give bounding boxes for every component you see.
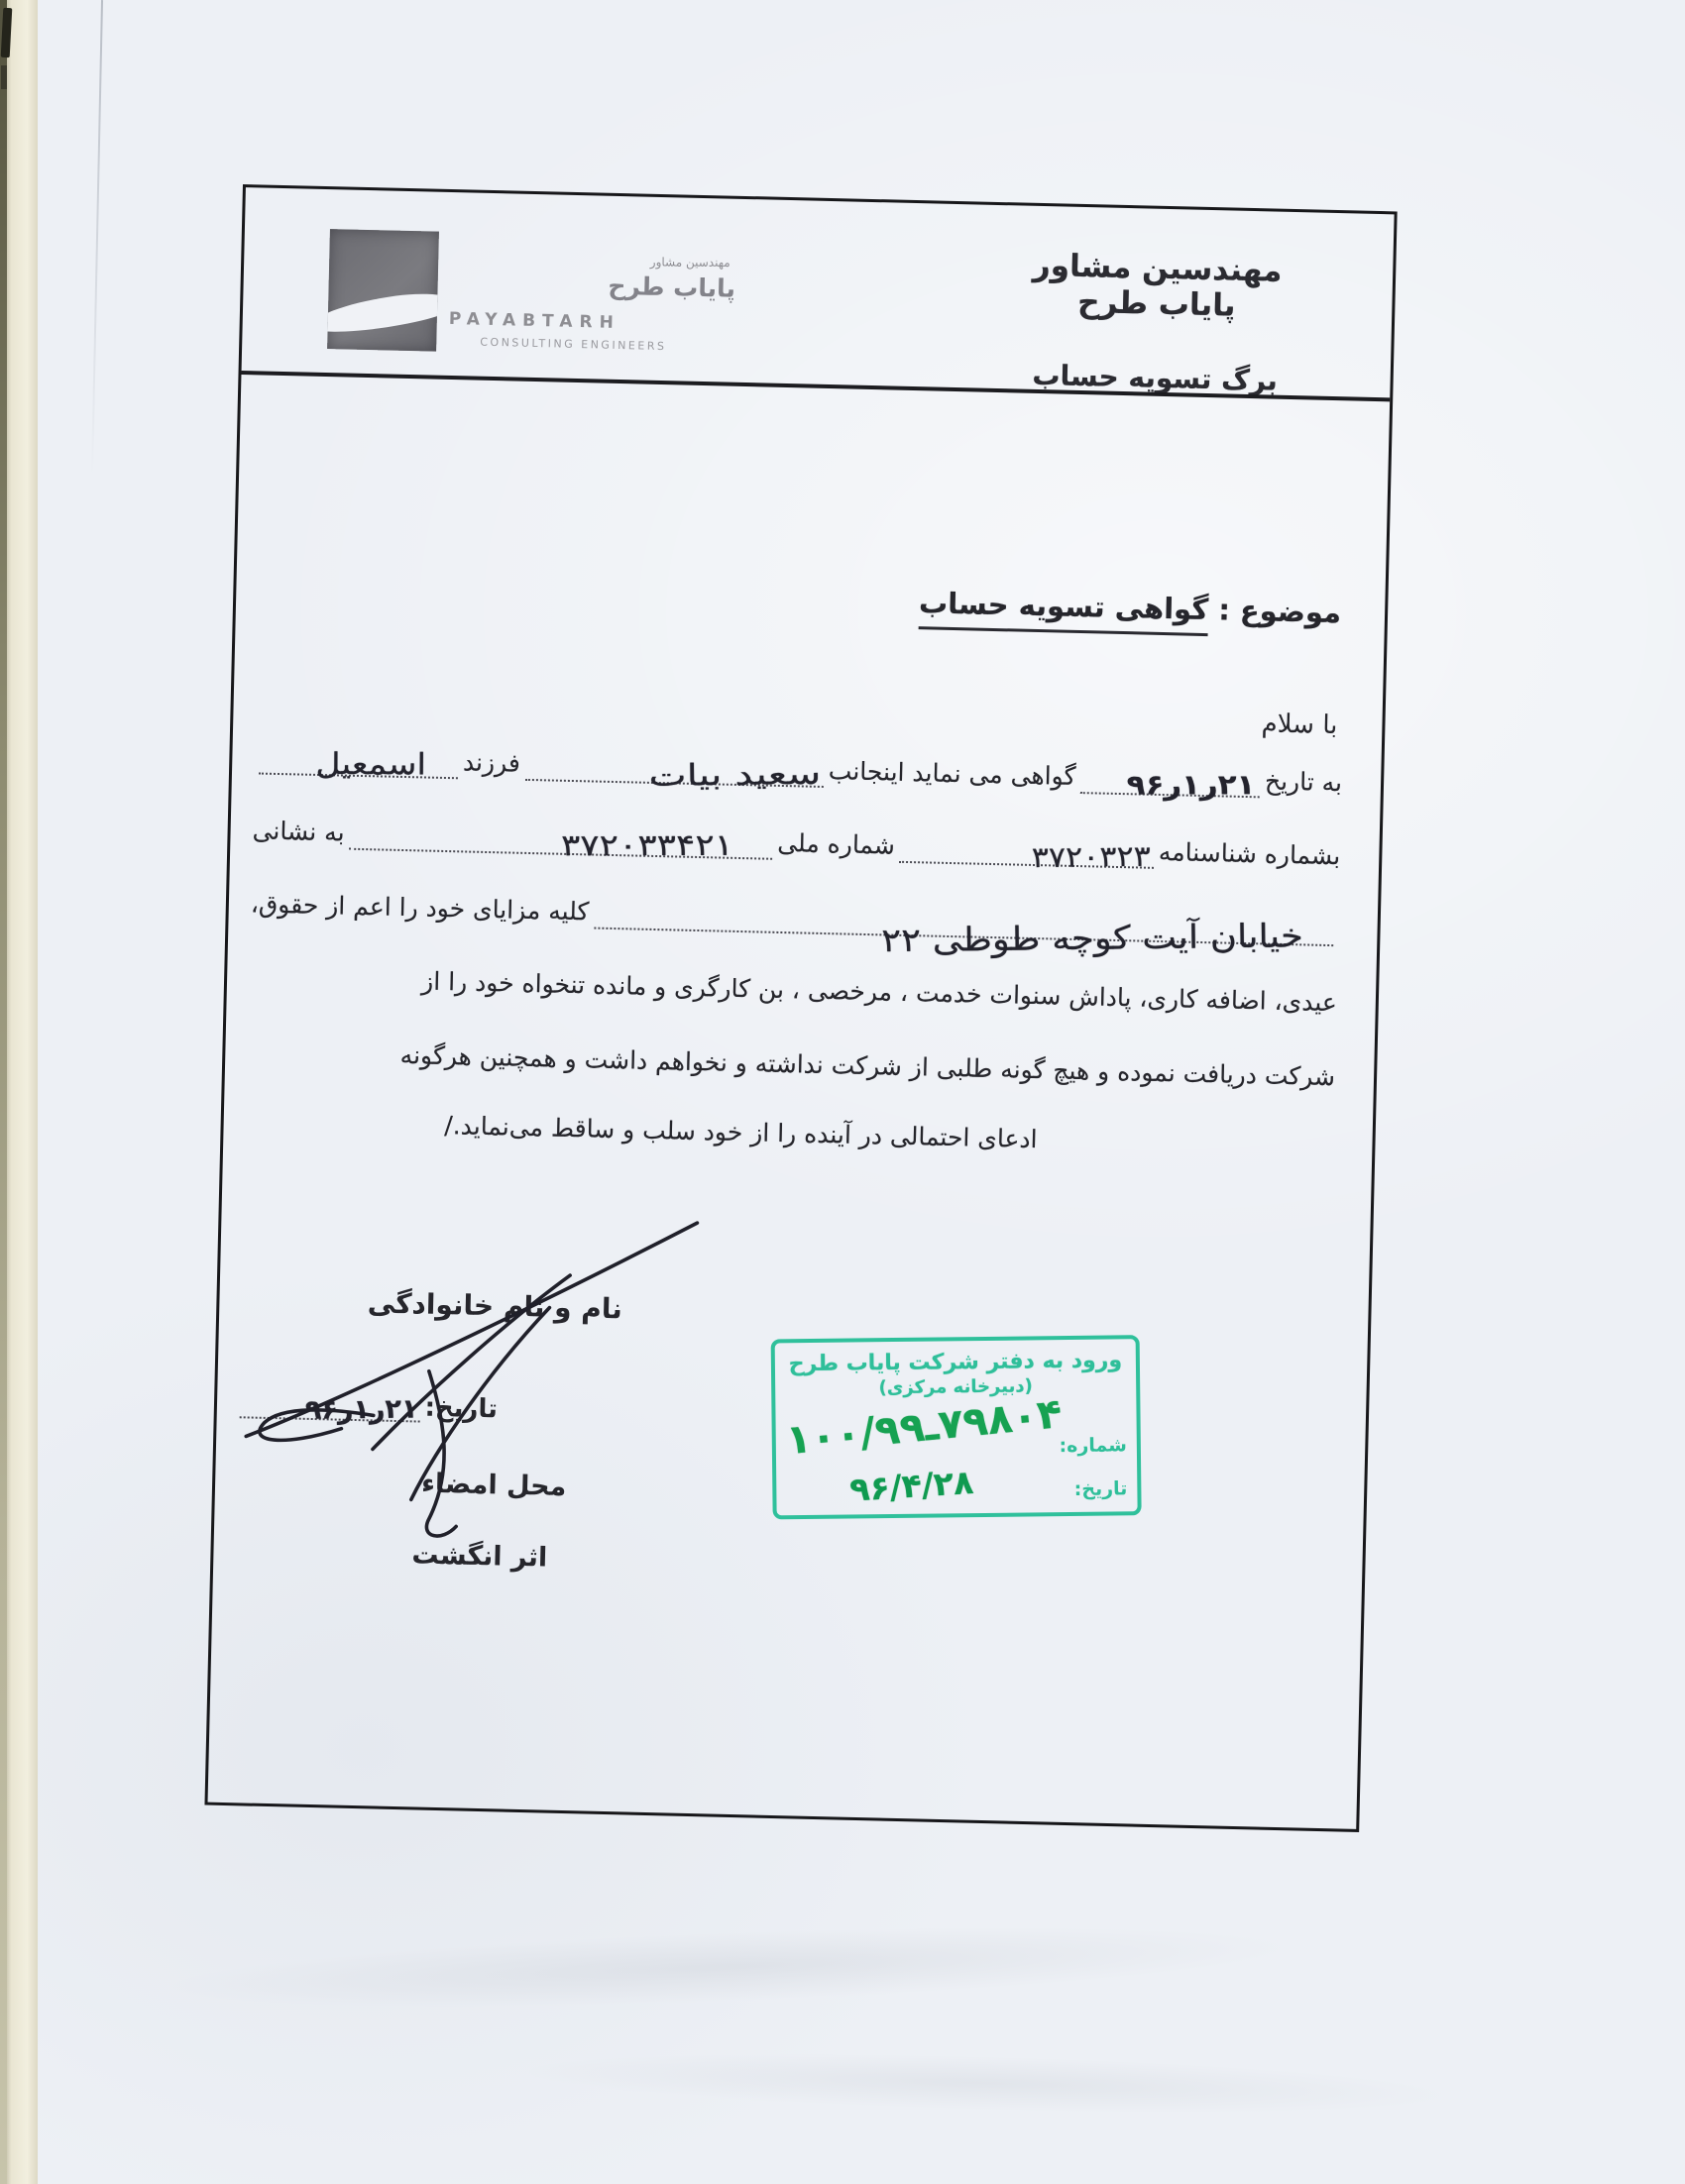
line1-post: فرزند — [462, 747, 521, 778]
handwritten-date: ۲۱ر۱ر۹۶ — [1126, 768, 1256, 802]
signature-date-label: تاریخ: — [424, 1392, 499, 1425]
handwritten-father-name: اسمعیل — [314, 746, 426, 783]
handwritten-national-id: ۳۷۲۰۳۳۴۲۱ — [561, 827, 734, 864]
stamp-number-label: شماره: — [1059, 1434, 1127, 1458]
line1-pre: به تاریخ — [1264, 766, 1343, 798]
stamp-date-handwritten: ۹۶/۴/۲۸ — [848, 1462, 975, 1509]
logo-fa-tagline: مهندسین مشاور — [649, 255, 730, 270]
date-fill — [1080, 758, 1260, 802]
logo-en-subtitle: CONSULTING ENGINEERS — [480, 335, 667, 354]
handwritten-signature-date: ۲۱ر۱ر۹۶ — [304, 1393, 418, 1426]
scan-artifact-mark — [1, 65, 7, 89]
stamp-date-label: تاریخ: — [1073, 1477, 1128, 1500]
handwritten-signature — [222, 1196, 745, 1555]
subject-label: موضوع : — [1207, 593, 1342, 630]
line4-text: عیدی، اضافه کاری، پاداش سنوات خدمت ، مرخصی ، بن کارگری و مانده تنخواه خود را از — [420, 966, 1338, 1018]
signature-date-row — [235, 1384, 499, 1424]
body-line-5 — [247, 1035, 1335, 1094]
body-line-1 — [254, 738, 1343, 800]
body-line-2 — [252, 812, 1341, 873]
stamp-number-handwritten: ۷۹۸۰۴ـ۱۰۰/۹۹ — [783, 1389, 1065, 1465]
letter-subtitle: برگ تسویه حساب — [1032, 358, 1279, 397]
office-stamp — [771, 1335, 1142, 1519]
body-line-3 — [250, 885, 1339, 960]
logo-swoosh-icon — [327, 286, 439, 338]
company-logo-icon — [327, 229, 439, 352]
signature-place-label: محل امضاء — [420, 1468, 567, 1503]
line2-post: به نشانی — [252, 816, 345, 847]
line1-mid: گواهی می نماید اینجانب — [828, 756, 1076, 791]
letter-header — [988, 247, 1323, 398]
national-id-fill — [349, 815, 773, 864]
line2-mid: شماره ملی — [776, 827, 896, 860]
line3-post: کلیه مزایای خود را اعم از حقوق، — [250, 889, 590, 927]
logo-en-name: PAYABTARH — [448, 308, 621, 334]
salutation: با سلام — [1261, 709, 1338, 741]
subject-value: گواهی تسویه حساب — [919, 586, 1209, 636]
name-fill — [524, 745, 824, 794]
address-fill — [594, 894, 1334, 960]
handwritten-address: خیابان آیت کوچه طوطی ۲۲ — [881, 916, 1304, 960]
scanner-edge-shadow — [0, 0, 7, 2184]
logo-fa-name: پایاب طرح — [608, 271, 736, 303]
line2-pre: بشماره شناسنامه — [1158, 836, 1341, 871]
body-line-6: ادعای احتمالی در آینده را از خود سلب و ساقط می‌نماید./ — [444, 1111, 1038, 1154]
father-name-fill — [259, 739, 458, 783]
body-line-4 — [249, 960, 1337, 1020]
stamp-subtitle: (دبیرخانه مرکزی) — [878, 1375, 1033, 1399]
id-number-fill — [899, 827, 1154, 875]
letter-title: مهندسین مشاور پایاب طرح — [1032, 247, 1283, 324]
line5-text: شرکت دریافت نموده و هیچ گونه طلبی از شرکت نداشته و نخواهم داشت و همچنین هرگونه — [399, 1039, 1336, 1092]
handwritten-name: سعید بیات — [648, 756, 822, 794]
signature-date-fill — [240, 1384, 420, 1426]
fingerprint-label: اثر انگشت — [411, 1539, 548, 1574]
letter-frame — [204, 184, 1397, 1832]
subject-line — [919, 586, 1342, 629]
name-label: نام و نام خانوادگی — [367, 1286, 623, 1326]
handwritten-id-number: ۳۷۲۰۳۲۳ — [1032, 838, 1152, 875]
stamp-title: ورود به دفتر شرکت پایاب طرح — [788, 1348, 1123, 1377]
